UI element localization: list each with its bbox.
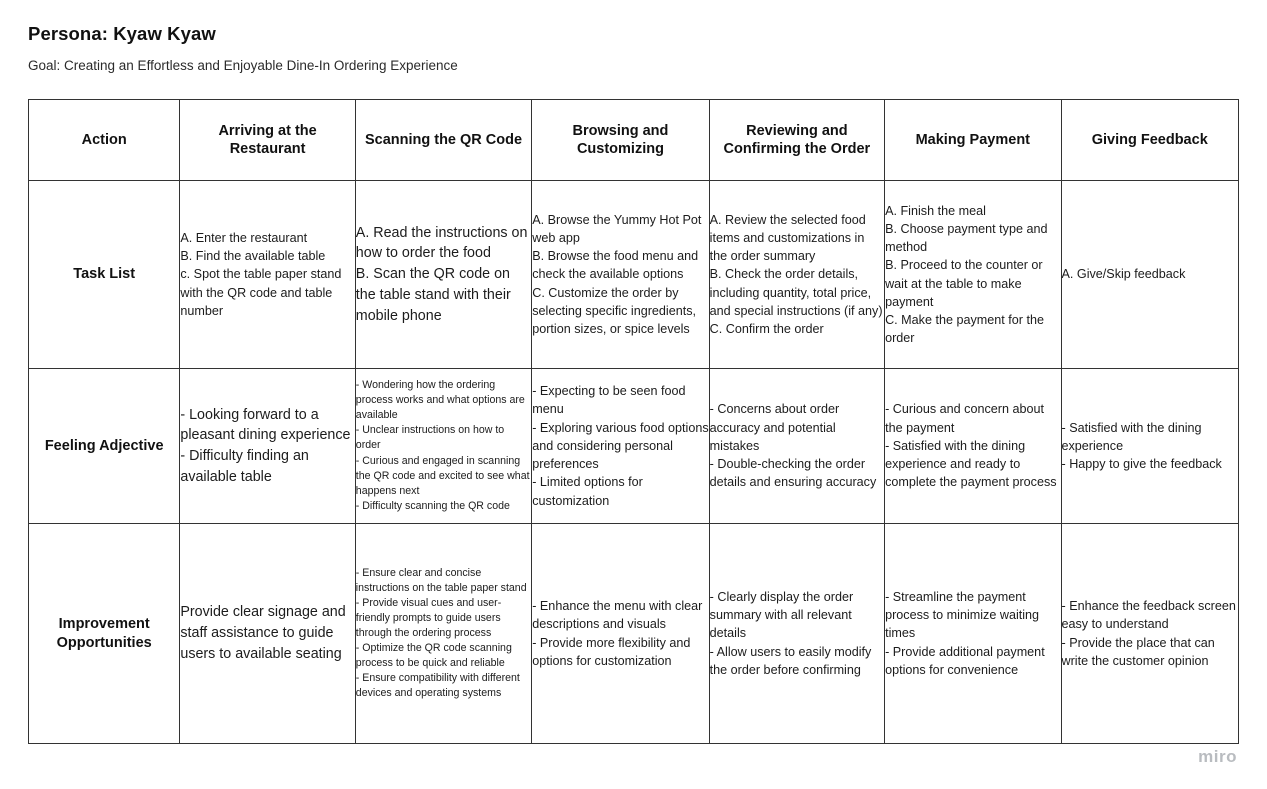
cell-feeling-arriving: - Looking forward to a pleasant dining experience - Difficulty finding an available table <box>180 369 355 524</box>
page-title: Persona: Kyaw Kyaw <box>28 23 216 44</box>
header-stage-feedback: Giving Feedback <box>1061 100 1239 181</box>
cell-improvement-payment: - Streamline the payment process to minimize waiting times - Provide additional payment options for convenience <box>885 524 1061 744</box>
table-row <box>29 181 1239 369</box>
miro-watermark: miro <box>1198 747 1237 766</box>
cell-improvement-reviewing: - Clearly display the order summary with all relevant details - Allow users to easily modify the order before confirming <box>709 524 884 744</box>
header-action: Action <box>29 100 180 181</box>
journey-map-table <box>28 99 1239 744</box>
cell-task-feedback: A. Give/Skip feedback <box>1061 181 1239 369</box>
persona-goal: Goal: Creating an Effortless and Enjoyable Dine-In Ordering Experience <box>28 58 458 73</box>
cell-task-browsing: A. Browse the Yummy Hot Pot web app B. Browse the food menu and check the available options C. Customize the order by selecting specific ingredients, portion sizes, or spice levels <box>532 181 709 369</box>
cell-improvement-scanning: - Ensure clear and concise instructions on the table paper stand - Provide visual cues and user-friendly prompts to guide users through the ordering process - Optimize the QR code scanning process to be quick and reliable - Ensure compatibility with different devices and operating systems <box>355 524 531 744</box>
cell-feeling-reviewing: - Concerns about order accuracy and potential mistakes - Double-checking the order details and ensuring accuracy <box>709 369 884 524</box>
cell-feeling-browsing: - Expecting to be seen food menu - Exploring various food options and considering personal preferences - Limited options for customization <box>532 369 709 524</box>
cell-improvement-feedback: - Enhance the feedback screen easy to understand - Provide the place that can write the customer opinion <box>1061 524 1239 744</box>
header-stage-browsing: Browsing and Customizing <box>532 100 709 181</box>
table-header-row <box>29 100 1239 181</box>
table-row <box>29 524 1239 744</box>
cell-task-reviewing: A. Review the selected food items and customizations in the order summary B. Check the order details, including quantity, total price, and special instructions (if any) C. Confirm the order <box>709 181 884 369</box>
cell-improvement-arriving: Provide clear signage and staff assistance to guide users to available seating <box>180 524 355 744</box>
cell-task-payment: A. Finish the meal B. Choose payment type and method B. Proceed to the counter or wait at the table to make payment C. Make the payment for the order <box>885 181 1061 369</box>
cell-feeling-payment: - Curious and concern about the payment - Satisfied with the dining experience and ready to complete the payment process <box>885 369 1061 524</box>
cell-feeling-feedback: - Satisfied with the dining experience - Happy to give the feedback <box>1061 369 1239 524</box>
header-stage-scanning: Scanning the QR Code <box>355 100 531 181</box>
cell-improvement-browsing: - Enhance the menu with clear descriptions and visuals - Provide more flexibility and options for customization <box>532 524 709 744</box>
cell-task-arriving: A. Enter the restaurant B. Find the available table c. Spot the table paper stand with the QR code and table number <box>180 181 355 369</box>
cell-feeling-scanning: - Wondering how the ordering process works and what options are available - Unclear instructions on how to order - Curious and engaged in scanning the QR code and excited to see what happens next - Difficulty scanning the QR code <box>355 369 531 524</box>
header-stage-arriving: Arriving at the Restaurant <box>180 100 355 181</box>
cell-task-scanning: A. Read the instructions on how to order the food B. Scan the QR code on the table stand with their mobile phone <box>355 181 531 369</box>
row-label-improvement-opportunities: Improvement Opportunities <box>29 524 180 744</box>
table-row <box>29 369 1239 524</box>
row-label-task-list: Task List <box>29 181 180 369</box>
header-stage-reviewing: Reviewing and Confirming the Order <box>709 100 884 181</box>
header-stage-payment: Making Payment <box>885 100 1061 181</box>
row-label-feeling-adjective: Feeling Adjective <box>29 369 180 524</box>
